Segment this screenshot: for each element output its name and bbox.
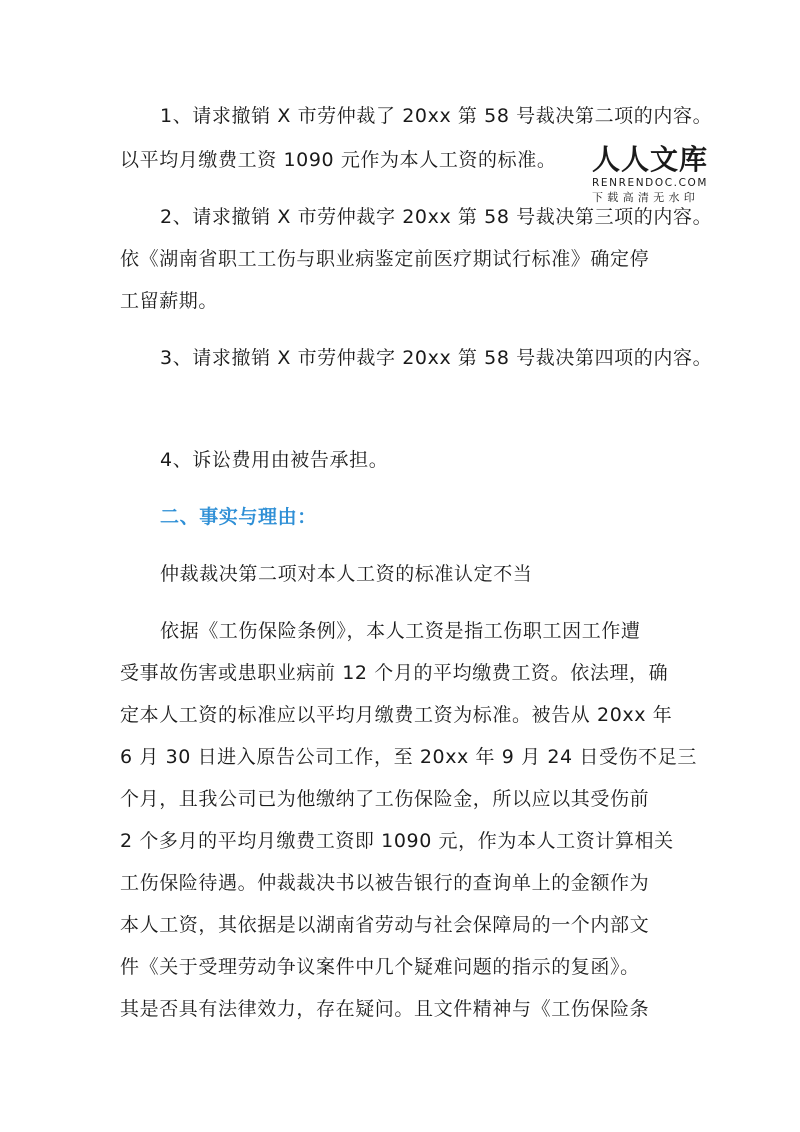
watermark-subtitle: 下载高清无水印 [592,191,700,204]
paragraph-line: 工留薪期。 [120,290,219,312]
paragraph-line: 6 月 30 日进入原告公司工作，至 20xx 年 9 月 24 日受伤不足三 [120,746,697,768]
paragraph-line: 工伤保险待遇。仲裁裁决书以被告银行的查询单上的金额作为 [120,872,650,894]
paragraph-line: 受事故伤害或患职业病前 12 个月的平均缴费工资。依法理，确 [120,662,669,684]
paragraph-line: 其是否具有法律效力，存在疑问。且文件精神与《工伤保险条 [120,998,650,1020]
paragraph-line: 个月，且我公司已为他缴纳了工伤保险金，所以应以其受伤前 [120,788,650,810]
watermark-logo [578,144,718,208]
paragraph-line: 依《湖南省职工工伤与职业病鉴定前医疗期试行标准》确定停 [120,248,650,270]
section-heading: 二、事实与理由： [160,506,317,528]
paragraph-line: 定本人工资的标准应以平均月缴费工资为标准。被告从 20xx 年 [120,704,673,726]
paragraph-line: 依据《工伤保险条例》，本人工资是指工伤职工因工作遭 [160,620,641,642]
paragraph-line: 1、请求撤销 X 市劳仲裁了 20xx 第 58 号裁决第二项的内容。 [160,105,713,127]
paragraph-line: 2、请求撤销 X 市劳仲裁字 20xx 第 58 号裁决第三项的内容。 [160,206,713,228]
paragraph-line: 本人工资，其依据是以湖南省劳动与社会保障局的一个内部文 [120,914,650,936]
watermark-url: RENRENDOC.COM [592,177,709,189]
paragraph-line: 件《关于受理劳动争议案件中几个疑难问题的指示的复函》。 [120,956,640,978]
paragraph-line: 4、诉讼费用由被告承担。 [160,449,389,471]
paragraph-line: 仲裁裁决第二项对本人工资的标准认定不当 [160,563,533,585]
paragraph-line: 2 个多月的平均月缴费工资即 1090 元，作为本人工资计算相关 [120,830,674,852]
paragraph-line: 以平均月缴费工资 1090 元作为本人工资的标准。 [120,149,557,171]
paragraph-line: 3、请求撤销 X 市劳仲裁字 20xx 第 58 号裁决第四项的内容。 [160,347,713,369]
watermark-title: 人人文库 [592,143,709,176]
